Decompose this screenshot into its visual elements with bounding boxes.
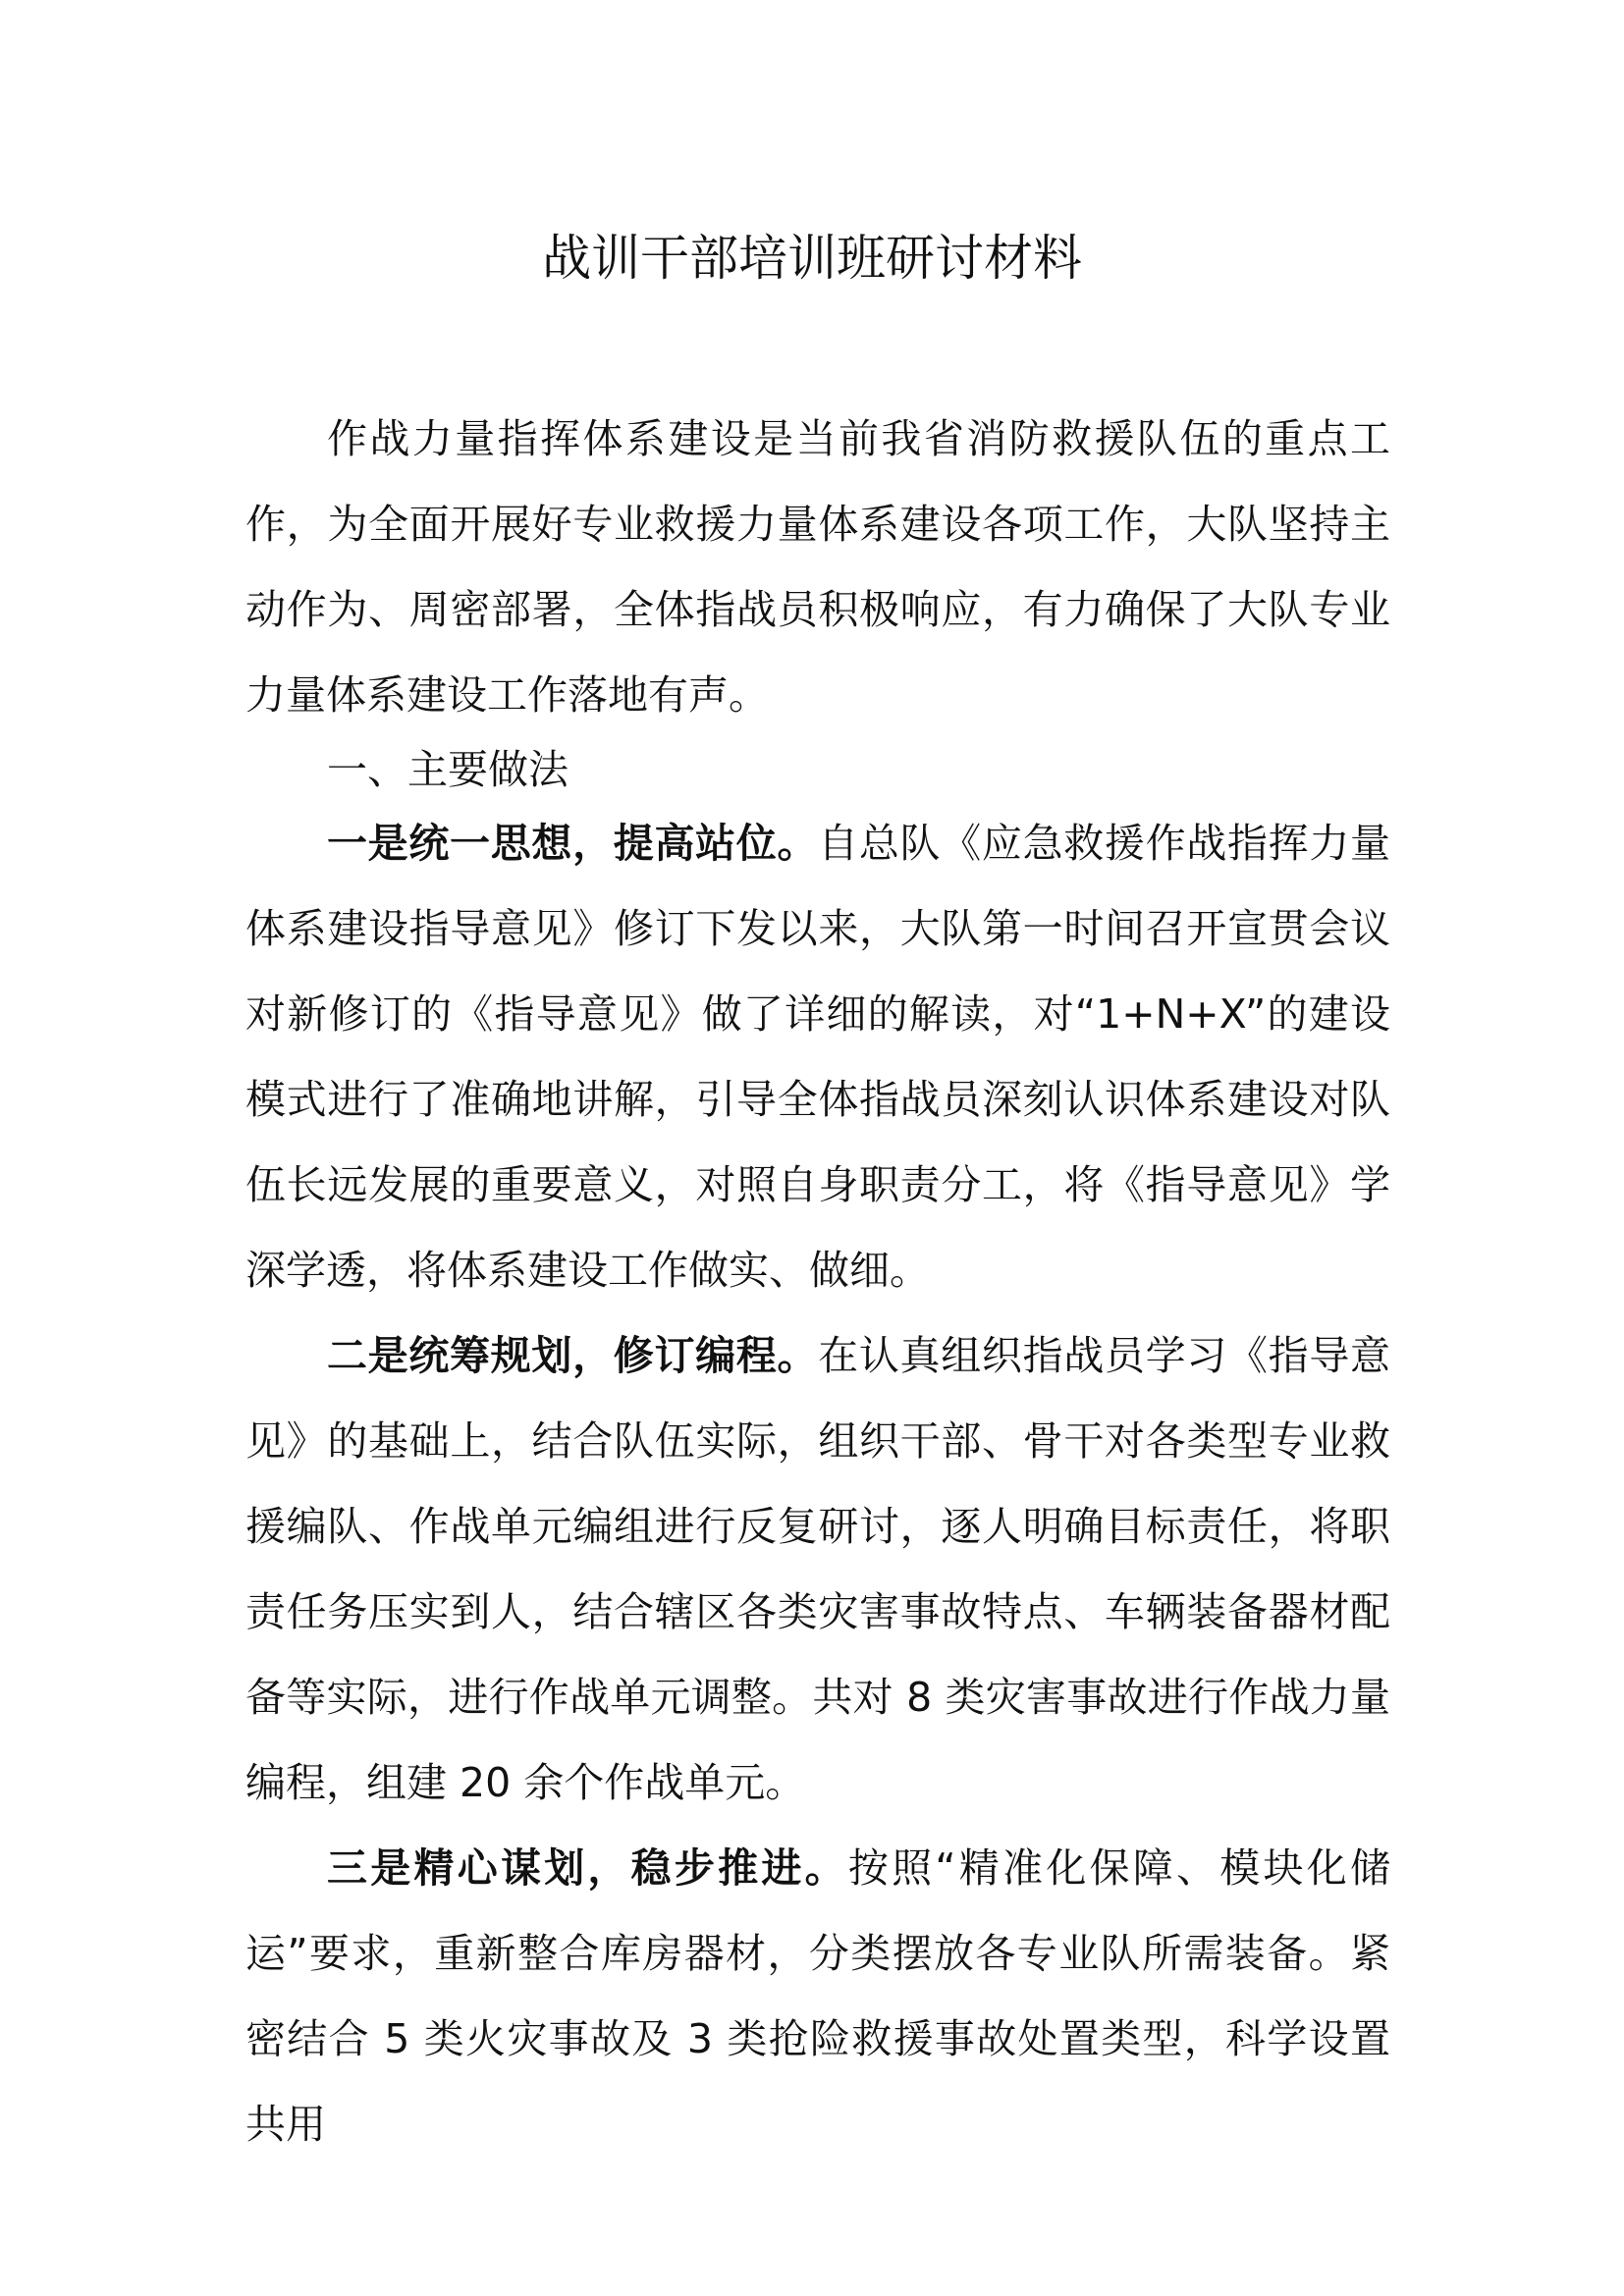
point-text-2: 在认真组织指战员学习《指导意见》的基础上，结合队伍实际，组织干部、骨干对各类型专业救援编队、作战单元编组进行反复研讨，逐人明确目标责任，将职责任务压实到人，结合辖区各类灾害事故特点、车辆装备器材配备等实际，进行作战单元调整。共对 8 类灾害事故进行作战力量编程，组建 20 余个作战单元。 xyxy=(245,1332,1391,1806)
point-lead-2: 二是统筹规划，修订编程。 xyxy=(327,1332,819,1379)
point-paragraph-2 xyxy=(245,1313,1390,1826)
point-text-1: 自总队《应急救援作战指挥力量体系建设指导意见》修订下发以来，大队第一时间召开宣贯会议对新修订的《指导意见》做了详细的解读，对“1+N+X”的建设模式进行了准确地讲解，引导全体指战员深刻认识体系建设对队伍长远发展的重要意义，对照自身职责分工，将《指导意见》学深学透，将体系建设工作做实、做细。 xyxy=(245,820,1391,1294)
point-paragraph-3 xyxy=(245,1826,1390,2167)
section-heading: 一、主要做法 xyxy=(327,746,568,793)
point-lead-3: 三是精心谋划，稳步推进。 xyxy=(327,1844,848,1892)
document-body xyxy=(245,397,1390,2167)
intro-paragraph: 作战力量指挥体系建设是当前我省消防救援队伍的重点工作，为全面开展好专业救援力量体系建设各项工作，大队坚持主动作为、周密部署，全体指战员积极响应，有力确保了大队专业力量体系建设工作落地有声。 xyxy=(245,415,1390,719)
point-text-3: 按照“精准化保障、模块化储运”要求，重新整合库房器材，分类摆放各专业队所需装备。紧密结合 5 类火灾事故及 3 类抢险救援事故处置类型，科学设置共用 xyxy=(245,1844,1390,2148)
point-paragraph-1 xyxy=(245,801,1390,1313)
point-lead-1: 一是统一思想，提高站位。 xyxy=(327,820,819,867)
document-title: 战训干部培训班研讨材料 xyxy=(542,230,1082,287)
